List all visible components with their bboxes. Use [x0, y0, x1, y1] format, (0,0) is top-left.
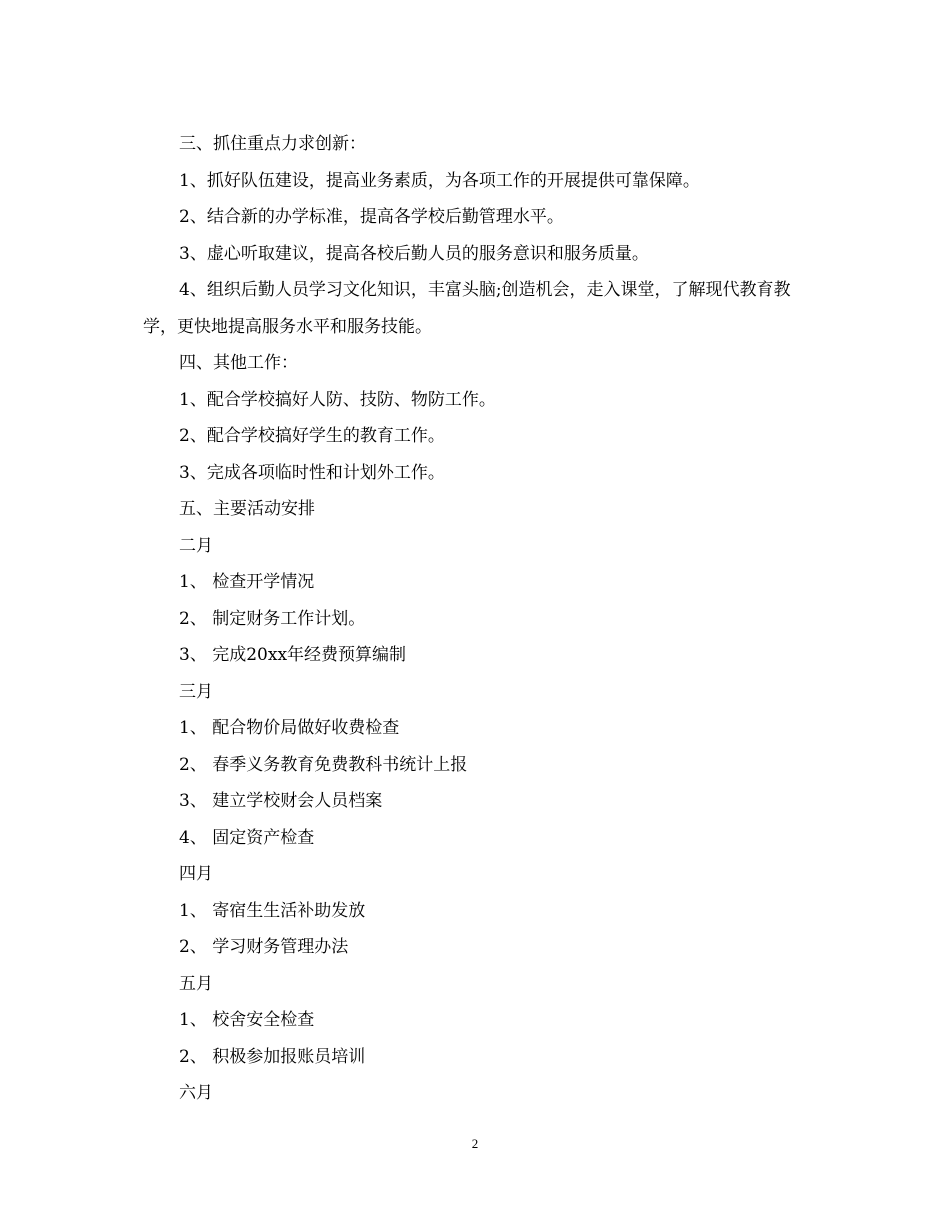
- list-item: 1、配合学校搞好人防、技防、物防工作。: [179, 389, 496, 410]
- list-item: 2、 学习财务管理办法: [179, 937, 349, 957]
- list-item: 1、抓好队伍建设，提高业务素质，为各项工作的开展提供可靠保障。: [179, 170, 700, 191]
- list-item: 1、 校舍安全检查: [179, 1010, 315, 1030]
- section-heading-three: 三、抓住重点力求创新：: [179, 134, 366, 154]
- list-item: 4、组织后勤人员学习文化知识，丰富头脑;创造机会，走入课堂，了解现代教育教学，更快地提高服务水平和服务技能。: [143, 280, 791, 337]
- month-heading: 六月: [179, 1083, 213, 1103]
- section-heading-five: 五、主要活动安排: [179, 499, 315, 519]
- list-item: 1、 检查开学情况: [179, 572, 315, 592]
- list-item: 3、 完成20xx年经费预算编制: [179, 645, 407, 665]
- list-item: 1、 配合物价局做好收费检查: [179, 718, 400, 738]
- list-item: 1、 寄宿生生活补助发放: [179, 900, 366, 921]
- section-heading-four: 四、其他工作：: [179, 353, 298, 373]
- list-item: 2、 积极参加报账员培训: [179, 1046, 366, 1067]
- page-number: 2: [471, 1136, 479, 1151]
- list-item: 2、配合学校搞好学生的教育工作。: [179, 426, 445, 446]
- document-body: [143, 126, 807, 1112]
- list-item: 2、结合新的办学标准，提高各学校后勤管理水平。: [179, 207, 564, 227]
- month-heading: 二月: [179, 535, 213, 556]
- list-item: 4、 固定资产检查: [179, 827, 315, 848]
- list-item: 3、 建立学校财会人员档案: [179, 791, 383, 811]
- month-heading: 三月: [179, 681, 213, 702]
- list-item: 3、虚心听取建议，提高各校后勤人员的服务意识和服务质量。: [179, 243, 649, 264]
- list-item: 3、完成各项临时性和计划外工作。: [179, 462, 445, 483]
- month-heading: 五月: [179, 973, 213, 994]
- list-item: 2、 春季义务教育免费教科书统计上报: [179, 754, 468, 775]
- month-heading: 四月: [179, 864, 213, 884]
- list-item: 2、 制定财务工作计划。: [179, 608, 366, 629]
